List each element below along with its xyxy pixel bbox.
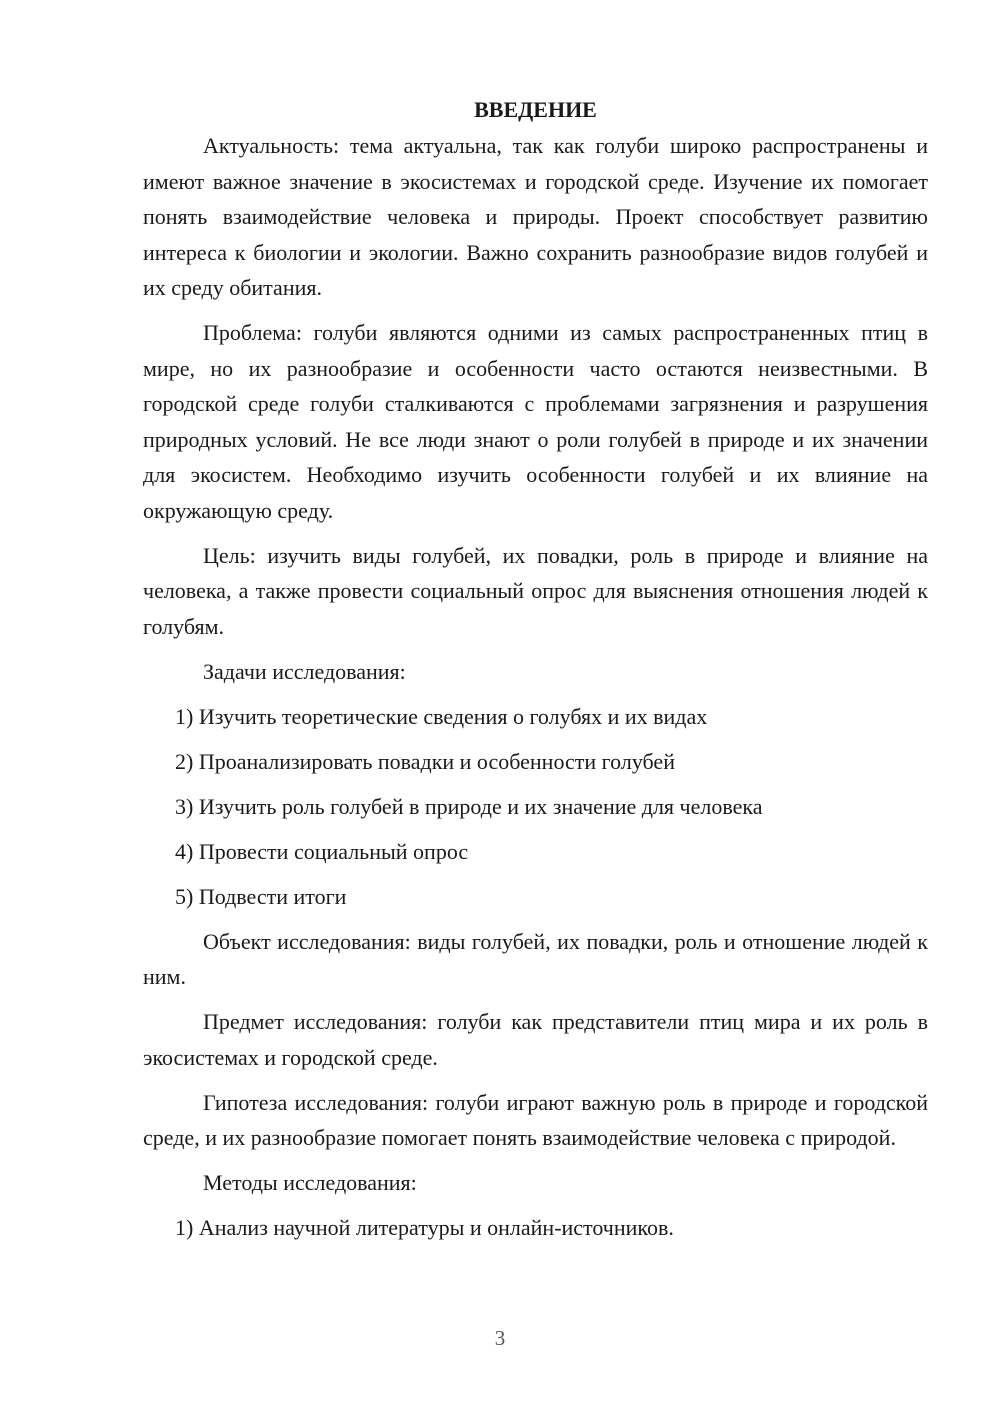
subject-paragraph: Предмет исследования: голуби как представители птиц мира и их роль в экосистемах и городской среде. xyxy=(143,1009,928,1070)
method-item: 1) Анализ научной литературы и онлайн-источников. xyxy=(175,1215,674,1240)
problem-paragraph: Проблема: голуби являются одними из самых распространенных птиц в мире, но их разнообразие и особенности часто остаются неизвестными. В городской среде голуби сталкиваются с проблемами загрязнения и разрушения природных условий. Не все люди знают о роли голубей в природе и их значении для экосистем. Необходимо изучить особенности голубей и их влияние на окружающую среду. xyxy=(143,320,928,523)
tasks-title: Задачи исследования: xyxy=(203,658,406,684)
task-item: 5) Подвести итоги xyxy=(175,883,347,909)
methods-title: Методы исследования: xyxy=(203,1170,417,1195)
goal-paragraph: Цель: изучить виды голубей, их повадки, роль в природе и влияние на человека, а также провести социальный опрос для выяснения отношения людей к голубям. xyxy=(143,542,928,639)
object-paragraph: Объект исследования: виды голубей, их повадки, роль и отношение людей к ним. xyxy=(143,928,928,989)
tasks-list xyxy=(143,699,928,915)
document-page xyxy=(143,92,928,1255)
page-number: 3 xyxy=(494,1326,506,1350)
hypothesis-paragraph: Гипотеза исследования: голуби играют важную роль в природе и городской среде, и их разнообразие помогает понять взаимодействие человека с природой. xyxy=(143,1089,928,1150)
task-item: 1) Изучить теоретические сведения о голубях и их видах xyxy=(175,703,708,729)
relevance-paragraph: Актуальность: тема актуальна, так как голуби широко распространены и имеют важное значение в экосистемах и городской среде. Изучение их помогает понять взаимодействие человека и природы. Проект способствует развитию интереса к биологии и экологии. Важно сохранить разнообразие видов голубей и их среду обитания. xyxy=(143,133,928,300)
section-heading: ВВЕДЕНИЕ xyxy=(474,97,597,122)
methods-list xyxy=(143,1210,928,1246)
task-item: 4) Провести социальный опрос xyxy=(175,838,469,864)
task-item: 2) Проанализировать повадки и особенности голубей xyxy=(175,748,675,774)
task-item: 3) Изучить роль голубей в природе и их значение для человека xyxy=(175,793,763,819)
